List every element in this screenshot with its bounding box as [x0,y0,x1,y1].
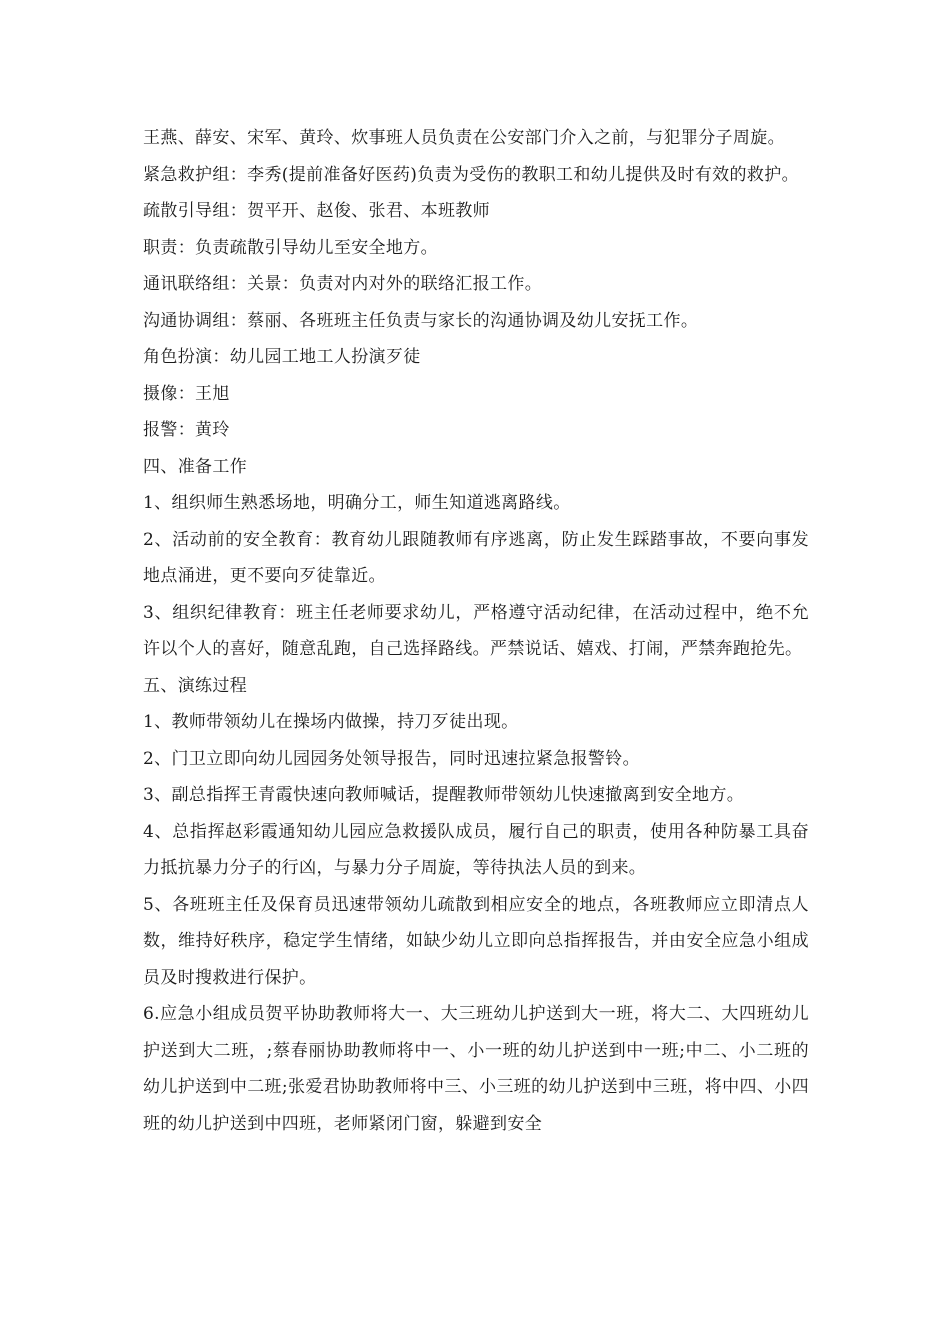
paragraph-19: 5、各班班主任及保育员迅速带领幼儿疏散到相应安全的地点，各班教师应立即清点人数，维持好秩序，稳定学生情绪，如缺少幼儿立即向总指挥报告，并由安全应急小组成员及时搜救进行保护。 [143,894,809,988]
paragraph-9: 报警：黄玲 [143,420,230,440]
paragraph-13: 3、组织纪律教育：班主任老师要求幼儿，严格遵守活动纪律，在活动过程中，绝不允许以个人的喜好，随意乱跑，自己选择路线。严禁说话、嬉戏、打闹，严禁奔跑抢先。 [143,602,809,659]
paragraph-6: 沟通协调组：蔡丽、各班班主任负责与家长的沟通协调及幼儿安抚工作。 [143,310,699,331]
paragraph-1: 王燕、薛安、宋军、黄玲、炊事班人员负责在公安部门介入之前，与犯罪分子周旋。 [143,128,785,148]
paragraph-7: 角色扮演：幼儿园工地工人扮演歹徒 [143,347,421,367]
paragraph-11: 1、组织师生熟悉场地，明确分工，师生知道逃离路线。 [143,493,571,513]
paragraph-4: 职责：负责疏散引导幼儿至安全地方。 [143,237,438,258]
paragraph-18: 4、总指挥赵彩霞通知幼儿园应急救援队成员，履行自己的职责，使用各种防暴工具奋力抵抗暴力分子的行凶，与暴力分子周旋，等待执法人员的到来。 [143,821,809,878]
document-body [143,120,809,1142]
paragraph-17: 3、副总指挥王青霞快速向教师喊话，提醒教师带领幼儿快速撤离到安全地方。 [143,785,745,805]
paragraph-5: 通讯联络组：关景：负责对内对外的联络汇报工作。 [143,274,543,294]
section-heading-4: 四、准备工作 [143,456,248,477]
paragraph-16: 2、门卫立即向幼儿园园务处领导报告，同时迅速拉紧急报警铃。 [143,748,640,769]
paragraph-12: 2、活动前的安全教育：教育幼儿跟随教师有序逃离，防止发生踩踏事故，不要向事发地点涌进，更不要向歹徒靠近。 [143,529,809,586]
paragraph-3: 疏散引导组：贺平开、赵俊、张君、本班教师 [143,201,490,221]
paragraph-20: 6.应急小组成员贺平协助教师将大一、大三班幼儿护送到大一班，将大二、大四班幼儿护送到大二班，;蔡春丽协助教师将中一、小一班的幼儿护送到中一班;中二、小二班的幼儿护送到中二班;张爱君协助教师将中三、小三班的幼儿护送到中三班，将中四、小四班的幼儿护送到中四班，老师紧闭门窗，躲避到安全 [143,1004,809,1134]
section-heading-5: 五、演练过程 [143,675,248,696]
paragraph-2: 紧急救护组：李秀(提前准备好医药)负责为受伤的教职工和幼儿提供及时有效的救护。 [143,164,799,185]
paragraph-8: 摄像：王旭 [143,383,230,404]
paragraph-15: 1、教师带领幼儿在操场内做操，持刀歹徒出现。 [143,712,519,732]
